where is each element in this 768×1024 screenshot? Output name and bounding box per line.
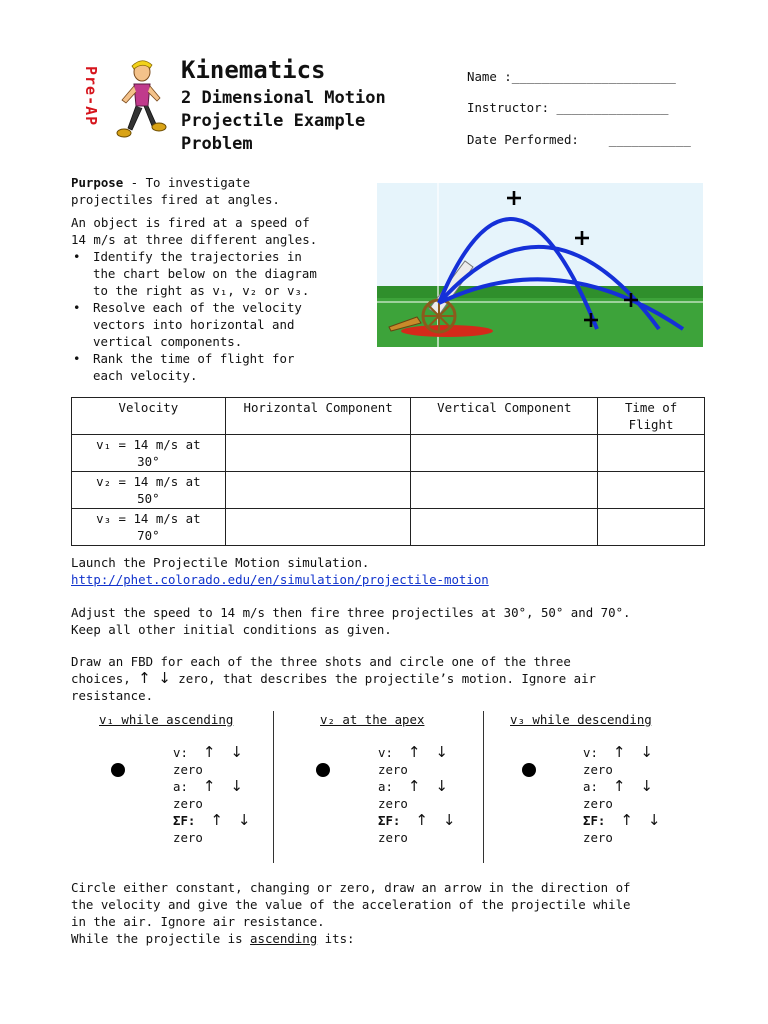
fbd-choices-ascending: v: ↑ ↓ zero a: ↑ ↓ zero ΣF: ↑ ↓ zero [173, 743, 251, 845]
zero-choice[interactable]: zero [583, 762, 613, 777]
name-blank[interactable]: ______________________ [511, 69, 676, 84]
fbd-title-descending: v₃ while descending [510, 712, 652, 727]
purpose-label: Purpose [71, 175, 124, 190]
column-header: Horizontal Component [225, 398, 411, 435]
instructor-label: Instructor: [467, 100, 550, 115]
down-arrow-icon[interactable]: ↓ [237, 811, 251, 829]
fbd-choices-apex: v: ↑ ↓ zero a: ↑ ↓ zero ΣF: ↑ ↓ zero [378, 743, 456, 845]
up-arrow-icon[interactable]: ↑ [407, 743, 421, 761]
down-arrow-icon[interactable]: ↓ [435, 777, 448, 795]
table-row [72, 509, 705, 546]
velocity-cell: v₃ = 14 m/s at 70° [72, 509, 226, 546]
velocity-cell: v₂ = 14 m/s at 50° [72, 472, 226, 509]
list-item: • Rank the time of flight for each velocity. [71, 350, 366, 384]
zero-choice[interactable]: zero [173, 762, 203, 777]
column-header: Time of Flight [598, 398, 705, 435]
date-field[interactable] [467, 131, 707, 148]
up-arrow-icon[interactable]: ↑ [202, 777, 216, 795]
zero-choice[interactable]: zero [173, 796, 203, 811]
down-arrow-icon: ↓ [158, 669, 171, 687]
vertical-cell[interactable] [411, 435, 598, 472]
intro-section [71, 214, 366, 384]
list-item: • Resolve each of the velocity vectors into horizontal and vertical components. [71, 299, 366, 350]
fbd-dot [522, 763, 536, 777]
fbd-choices-descending: v: ↑ ↓ zero a: ↑ ↓ zero ΣF: ↑ ↓ zero [583, 743, 661, 845]
purpose-text: - To investigate [123, 175, 251, 190]
intro-line: An object is fired at a speed of [71, 215, 310, 230]
down-arrow-icon[interactable]: ↓ [640, 777, 653, 795]
launch-instructions [71, 554, 691, 588]
list-item: • Identify the trajectories in the chart below on the diagram to the right as v₁, v₂ or v₃. [71, 248, 366, 299]
zero-choice[interactable]: zero [378, 796, 408, 811]
velocity-cell: v₁ = 14 m/s at 30° [72, 435, 226, 472]
simulation-link[interactable]: http://phet.colorado.edu/en/simulation/projectile-motion [71, 572, 489, 587]
down-arrow-icon[interactable]: ↓ [442, 811, 456, 829]
column-divider [483, 711, 484, 863]
down-arrow-icon[interactable]: ↓ [230, 777, 243, 795]
down-arrow-icon[interactable]: ↓ [647, 811, 661, 829]
up-arrow-icon[interactable]: ↑ [415, 811, 428, 829]
up-arrow-icon[interactable]: ↑ [612, 743, 626, 761]
launch-text: Launch the Projectile Motion simulation. [71, 555, 370, 570]
ascending-prompt: While the projectile is ascending its: [71, 931, 355, 946]
projectile-trajectory-diagram [377, 183, 703, 347]
column-header: Vertical Component [411, 398, 598, 435]
instructor-field[interactable] [467, 99, 707, 116]
zero-choice[interactable]: zero [173, 830, 203, 845]
zero-choice[interactable]: zero [583, 796, 613, 811]
horizontal-cell[interactable] [225, 435, 411, 472]
subtitle-line: Problem [181, 134, 253, 154]
table-header-row [72, 398, 705, 435]
column-header: Velocity [72, 398, 226, 435]
page-title: Kinematics [181, 56, 326, 84]
up-arrow-icon: ↑ [138, 669, 151, 687]
vertical-cell[interactable] [411, 509, 598, 546]
subtitle-line: Projectile Example [181, 111, 366, 131]
fbd-title-ascending: v₁ while ascending [99, 712, 234, 727]
name-field[interactable] [467, 68, 707, 85]
date-blank[interactable]: ___________ [608, 132, 691, 147]
purpose-text: projectiles fired at angles. [71, 192, 280, 207]
fbd-title-apex: v₂ at the apex [320, 712, 425, 727]
column-divider [273, 711, 274, 863]
down-arrow-icon[interactable]: ↓ [230, 743, 243, 761]
down-arrow-icon[interactable]: ↓ [435, 743, 448, 761]
zero-choice[interactable]: zero [378, 830, 408, 845]
fbd-instructions: Draw an FBD for each of the three shots and circle one of the three choices, ↑ ↓ zero, that describes the projectile’s motion. Ignore air resistance. [71, 654, 596, 703]
adjust-instructions: Adjust the speed to 14 m/s then fire three projectiles at 30°, 50° and 70°. Keep all other initial conditions as given. [71, 605, 631, 637]
time-cell[interactable] [598, 435, 705, 472]
vertical-cell[interactable] [411, 472, 598, 509]
time-cell[interactable] [598, 472, 705, 509]
zero-choice[interactable]: zero [583, 830, 613, 845]
walking-figure-illustration [112, 58, 170, 144]
pre-ap-label: Pre-AP [82, 66, 100, 127]
intro-line: 14 m/s at three different angles. [71, 232, 318, 247]
up-arrow-icon[interactable]: ↑ [407, 777, 421, 795]
page-subtitle [181, 87, 451, 156]
fbd-dot [316, 763, 330, 777]
date-label: Date Performed: [467, 132, 579, 147]
horizontal-cell[interactable] [225, 509, 411, 546]
down-arrow-icon[interactable]: ↓ [640, 743, 653, 761]
subtitle-line: 2 Dimensional Motion [181, 88, 386, 108]
up-arrow-icon[interactable]: ↑ [210, 811, 223, 829]
table-row [72, 435, 705, 472]
purpose-section [71, 174, 361, 208]
up-arrow-icon[interactable]: ↑ [620, 811, 633, 829]
up-arrow-icon[interactable]: ↑ [612, 777, 626, 795]
time-cell[interactable] [598, 509, 705, 546]
fbd-dot [111, 763, 125, 777]
horizontal-cell[interactable] [225, 472, 411, 509]
zero-choice[interactable]: zero [378, 762, 408, 777]
instructor-blank[interactable]: _______________ [556, 100, 669, 115]
table-row [72, 472, 705, 509]
instruction-list [71, 248, 366, 384]
velocity-table [71, 397, 705, 546]
circle-instructions: Circle either constant, changing or zero, draw an arrow in the direction of the velocity and give the value of the acceleration of the projectile while in the air. Ignore air resistance. While the projectile is ascending its: [71, 879, 721, 947]
name-label: Name : [467, 69, 512, 84]
up-arrow-icon[interactable]: ↑ [202, 743, 216, 761]
